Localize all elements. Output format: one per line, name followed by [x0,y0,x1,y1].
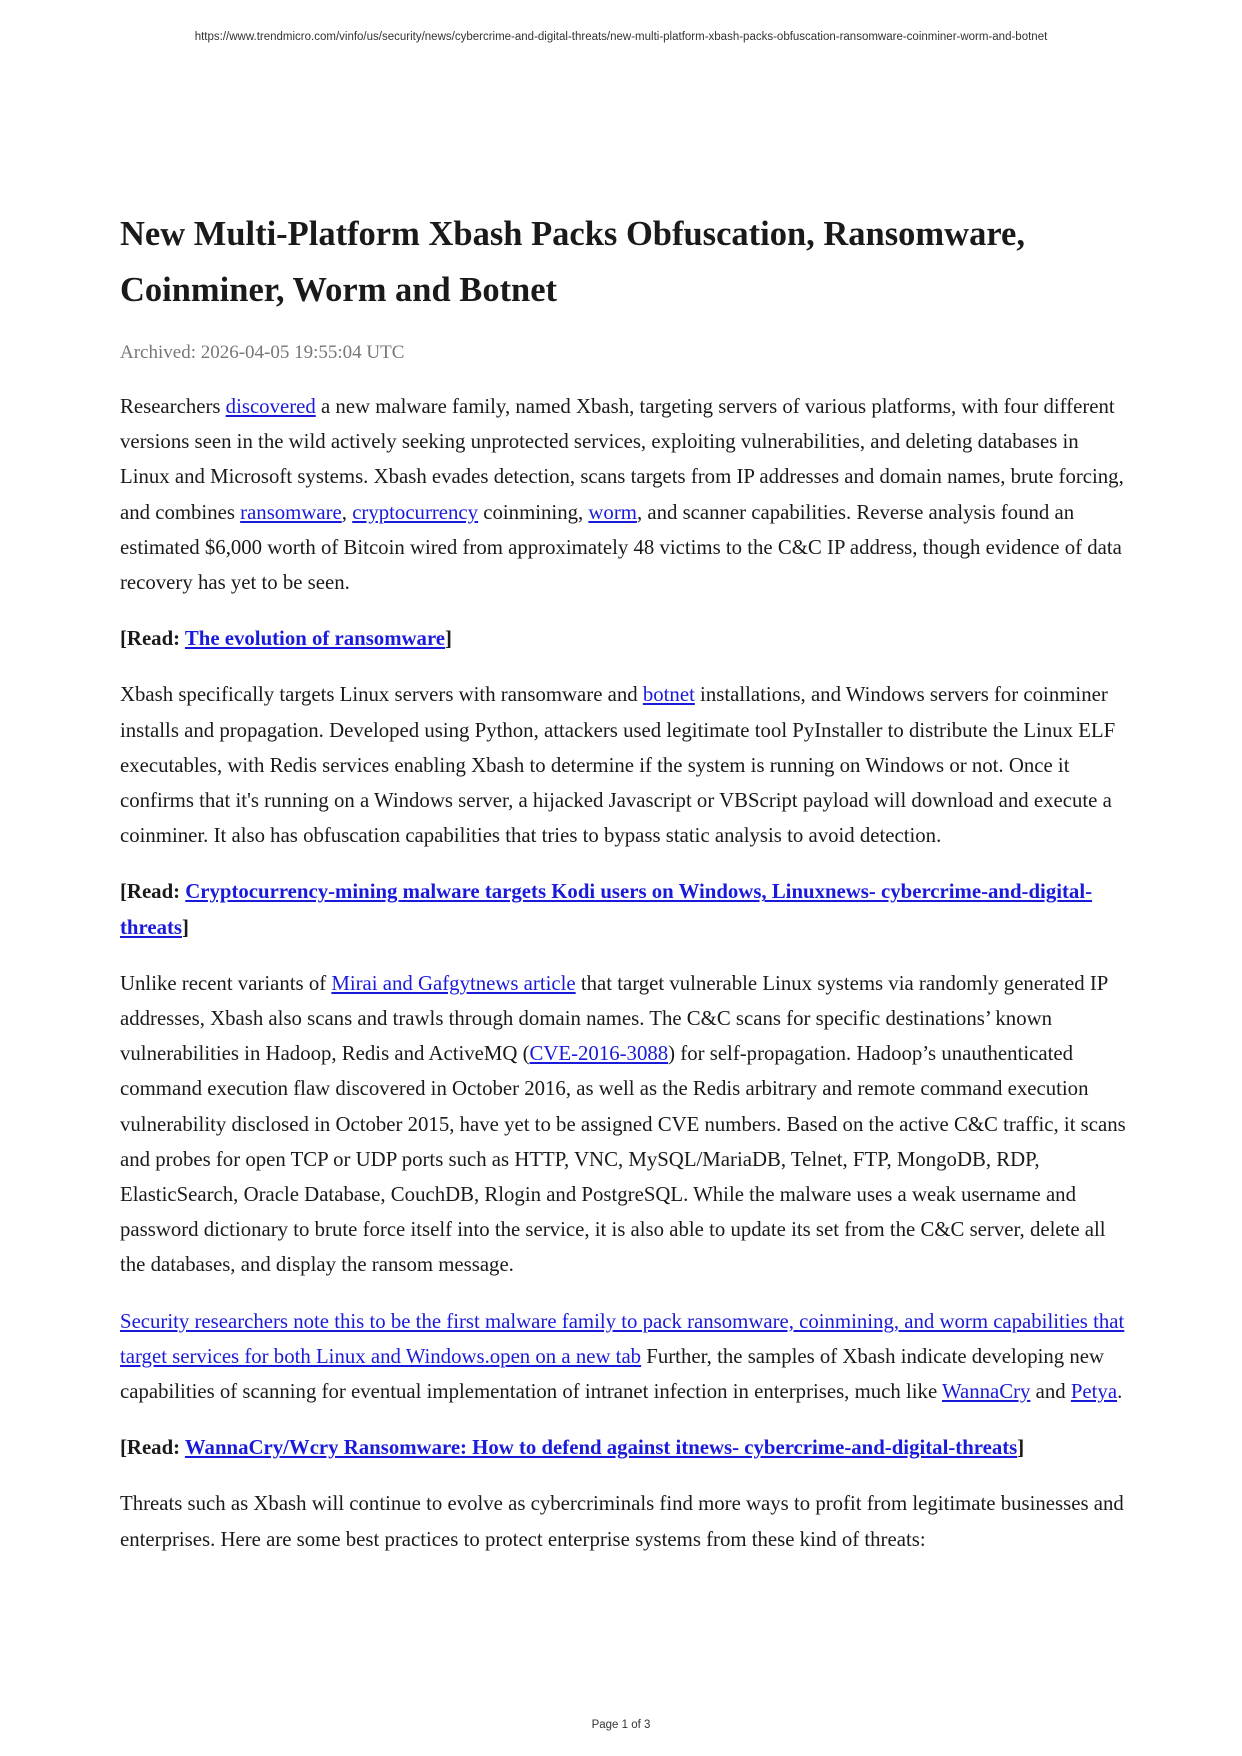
read-suffix: ] [182,915,189,939]
read-callout-wannacry [120,1430,1130,1465]
link-cryptocurrency[interactable]: cryptocurrency [352,500,479,524]
page-url-header: https://www.trendmicro.com/vinfo/us/security/news/cybercrime-and-digital-threats/new-multi-platform-xbash-packs-obfuscation-ransomware-coinminer-worm-and-botnet [194,31,1048,43]
archived-timestamp: Archived: 2026-04-05 19:55:04 UTC [120,342,405,363]
text-segment: Unlike recent variants of [120,971,332,995]
link-worm[interactable]: worm [588,500,637,524]
text-segment: , and scanner capabilities. Reverse analysis found an estimated $6,000 worth of Bitcoin wired from approximately 48 victims to the C&C IP address, though evidence of data recovery has yet to be seen. [120,500,1122,595]
paragraph-intro [120,389,1130,600]
link-discovered[interactable]: discovered [225,395,316,418]
paragraph-targets [120,677,1130,853]
text-segment: and [1030,1380,1071,1404]
read-suffix: ] [1017,1436,1025,1460]
text-segment: a new malware family, named Xbash, targeting servers of various platforms, with four different versions seen in the wild actively seeking unprotected services, exploiting vulnerabilities, and deleting databases in Linux and Microsoft systems. Xbash evades detection, scans targets from IP addresses and domain names, brute forcing, and combines [120,395,1124,524]
link-security-researchers[interactable]: Security researchers note this to be the first malware family to pack ransomware, coinmining, and worm capabilities that target services for both Linux and Windows.open on a new tab [120,1309,1125,1368]
link-botnet[interactable]: botnet [642,683,695,707]
link-evolution-of-ransomware[interactable]: The evolution of ransomware [184,627,446,651]
read-prefix: [Read: [120,627,185,651]
text-segment: that target vulnerable Linux systems via randomly generated IP addresses, Xbash also scans and trawls through domain names. The C&C scans for specific destinations’ known vulnerabilities in Hadoop, Redis and ActiveMQ ( [120,971,1108,1066]
link-cryptocurrency-mining-kodi[interactable]: Cryptocurrency-mining malware targets Kodi users on Windows, Linuxnews- cybercrime-and-digital-threats [120,880,1093,939]
text-segment: installations, and Windows servers for coinminer installs and propagation. Developed using Python, attackers used legitimate tool PyInstaller to distribute the Linux ELF executables, with Redis services enabling Xbash to determine if the system is running on Windows or not. Once it confirms that it's running on a Windows server, a hijacked Javascript or VBScript payload will download and execute a coinminer. It also has obfuscation capabilities that tries to bypass static analysis to avoid detection. [120,683,1116,848]
text-segment: Researchers [120,395,226,418]
read-prefix: [Read: [120,1436,185,1460]
link-wannacry[interactable]: WannaCry [942,1380,1031,1404]
link-petya[interactable]: Petya [1070,1380,1118,1404]
read-prefix: [Read: [120,880,186,904]
link-cve-2016-3088[interactable]: CVE-2016-3088 [529,1042,669,1066]
link-ransomware[interactable]: ransomware [240,500,342,524]
read-suffix: ] [445,627,452,651]
read-callout-ransomware [120,621,1130,656]
paragraph-best-practices: Threats such as Xbash will continue to evolve as cybercriminals find more ways to profit from legitimate businesses and enterprises. Here are some best practices to protect enterprise systems from these kind of threats: [120,1492,1124,1551]
text-segment: , [341,500,353,524]
text-segment: . [1117,1380,1123,1404]
read-callout-kodi [120,874,1130,944]
text-segment: ) for self-propagation. Hadoop’s unauthenticated command execution flaw discovered in October 2016, as well as the Redis arbitrary and remote command execution vulnerability disclosed in October 2015, have yet to be assigned CVE numbers. Based on the active C&C traffic, it scans and probes for open TCP or UDP ports such as HTTP, VNC, MySQL/MariaDB, Telnet, FTP, MongoDB, RDP, ElasticSearch, Oracle Database, CouchDB, Rlogin and PostgreSQL. While the malware uses a weak username and password dictionary to brute force itself into the service, it is also able to update its set from the C&C server, delete all the databases, and display the ransom message. [120,1042,1126,1277]
paragraph-scanning [120,966,1130,1283]
text-segment: Xbash specifically targets Linux servers with ransomware and [120,683,643,707]
text-segment: Further, the samples of Xbash indicate developing new capabilities of scanning for eventual implementation of intranet infection in enterprises, much like [120,1344,1105,1404]
link-wannacry-defend[interactable]: WannaCry/Wcry Ransomware: How to defend against itnews- cybercrime-and-digital-threats [184,1436,1018,1460]
paragraph-first-family [120,1304,1130,1410]
text-segment: coinmining, [478,500,589,524]
article [120,206,1130,1557]
page-number: Page 1 of 3 [591,1719,651,1731]
article-title: New Multi-Platform Xbash Packs Obfuscation, Ransomware, Coinminer, Worm and Botnet [120,215,1025,309]
link-mirai-gafgyt[interactable]: Mirai and Gafgytnews article [331,971,576,995]
